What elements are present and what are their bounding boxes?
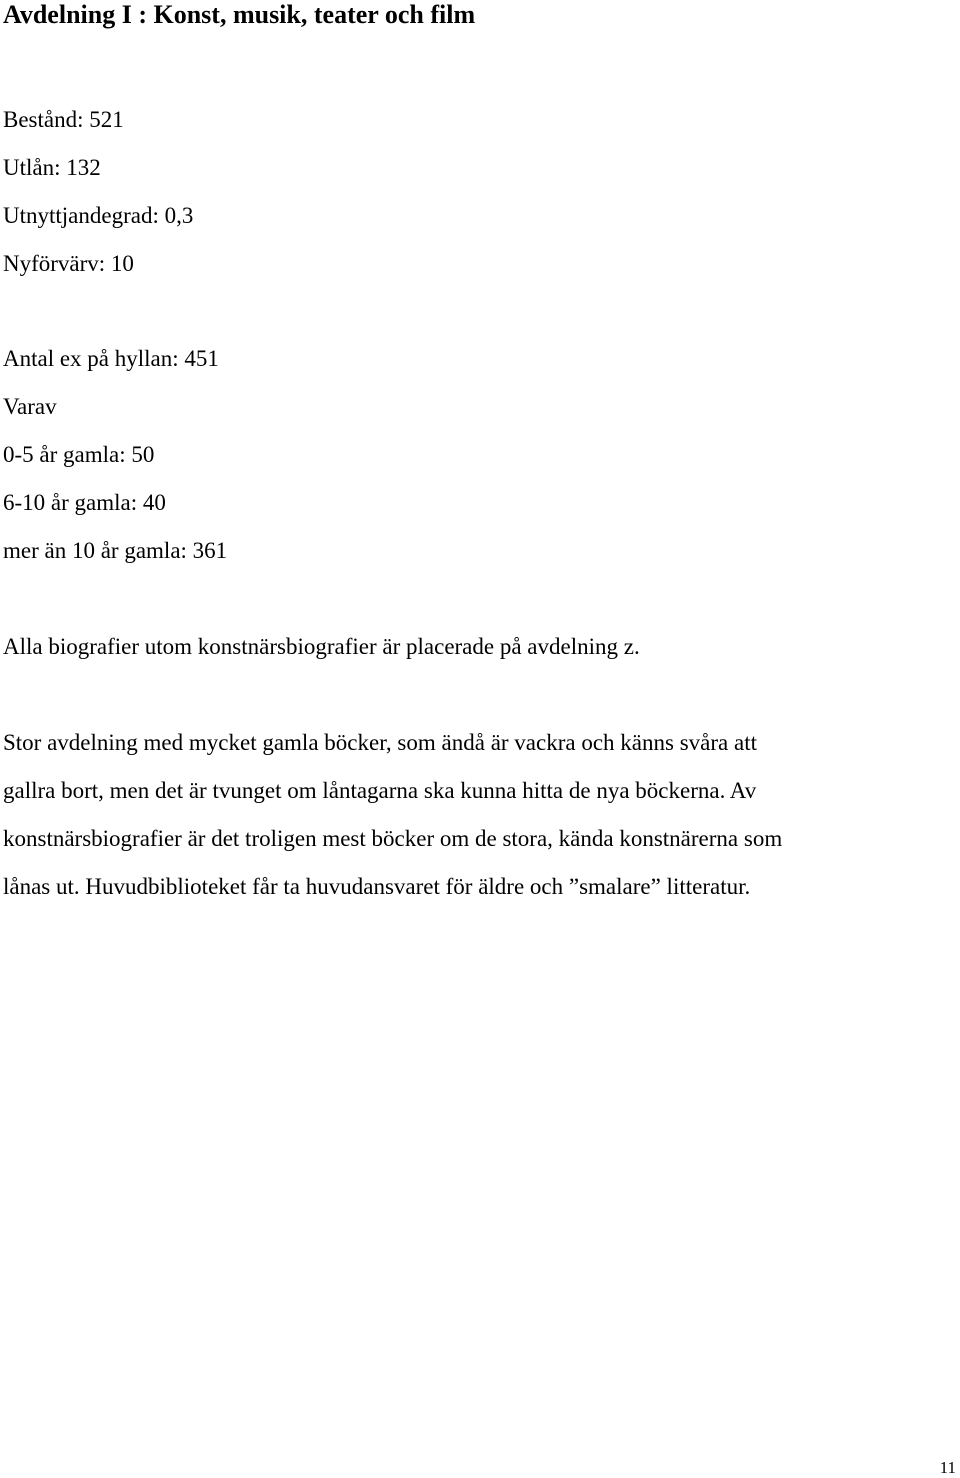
stat-age-over-10: mer än 10 år gamla: 361 bbox=[3, 538, 228, 563]
paragraph-line: lånas ut. Huvudbiblioteket får ta huvudansvaret för äldre och ”smalare” litteratur. bbox=[3, 874, 751, 899]
stat-age-0-5: 0-5 år gamla: 50 bbox=[3, 442, 155, 467]
description-paragraph bbox=[3, 719, 948, 911]
stat-antal-pa-hyllan: Antal ex på hyllan: 451 bbox=[3, 346, 219, 371]
section-heading: Avdelning I : Konst, musik, teater och film bbox=[3, 0, 476, 29]
stat-bestand: Bestånd: 521 bbox=[3, 107, 124, 132]
paragraph-line: Stor avdelning med mycket gamla böcker, som ändå är vackra och känns svåra att bbox=[3, 730, 757, 755]
page-number: 11 bbox=[939, 1458, 956, 1477]
stat-utnyttjandegrad: Utnyttjandegrad: 0,3 bbox=[3, 203, 194, 228]
paragraph-line: konstnärsbiografier är det troligen mest böcker om de stora, kända konstnärerna som bbox=[3, 826, 783, 851]
stat-varav: Varav bbox=[3, 394, 57, 419]
stat-nyforvarv: Nyförvärv: 10 bbox=[3, 251, 134, 276]
biography-note: Alla biografier utom konstnärsbiografier är placerade på avdelning z. bbox=[3, 634, 640, 659]
stat-age-6-10: 6-10 år gamla: 40 bbox=[3, 490, 166, 515]
paragraph-line: gallra bort, men det är tvunget om låntagarna ska kunna hitta de nya böckerna. Av bbox=[3, 778, 757, 803]
stat-utlan: Utlån: 132 bbox=[3, 155, 101, 180]
